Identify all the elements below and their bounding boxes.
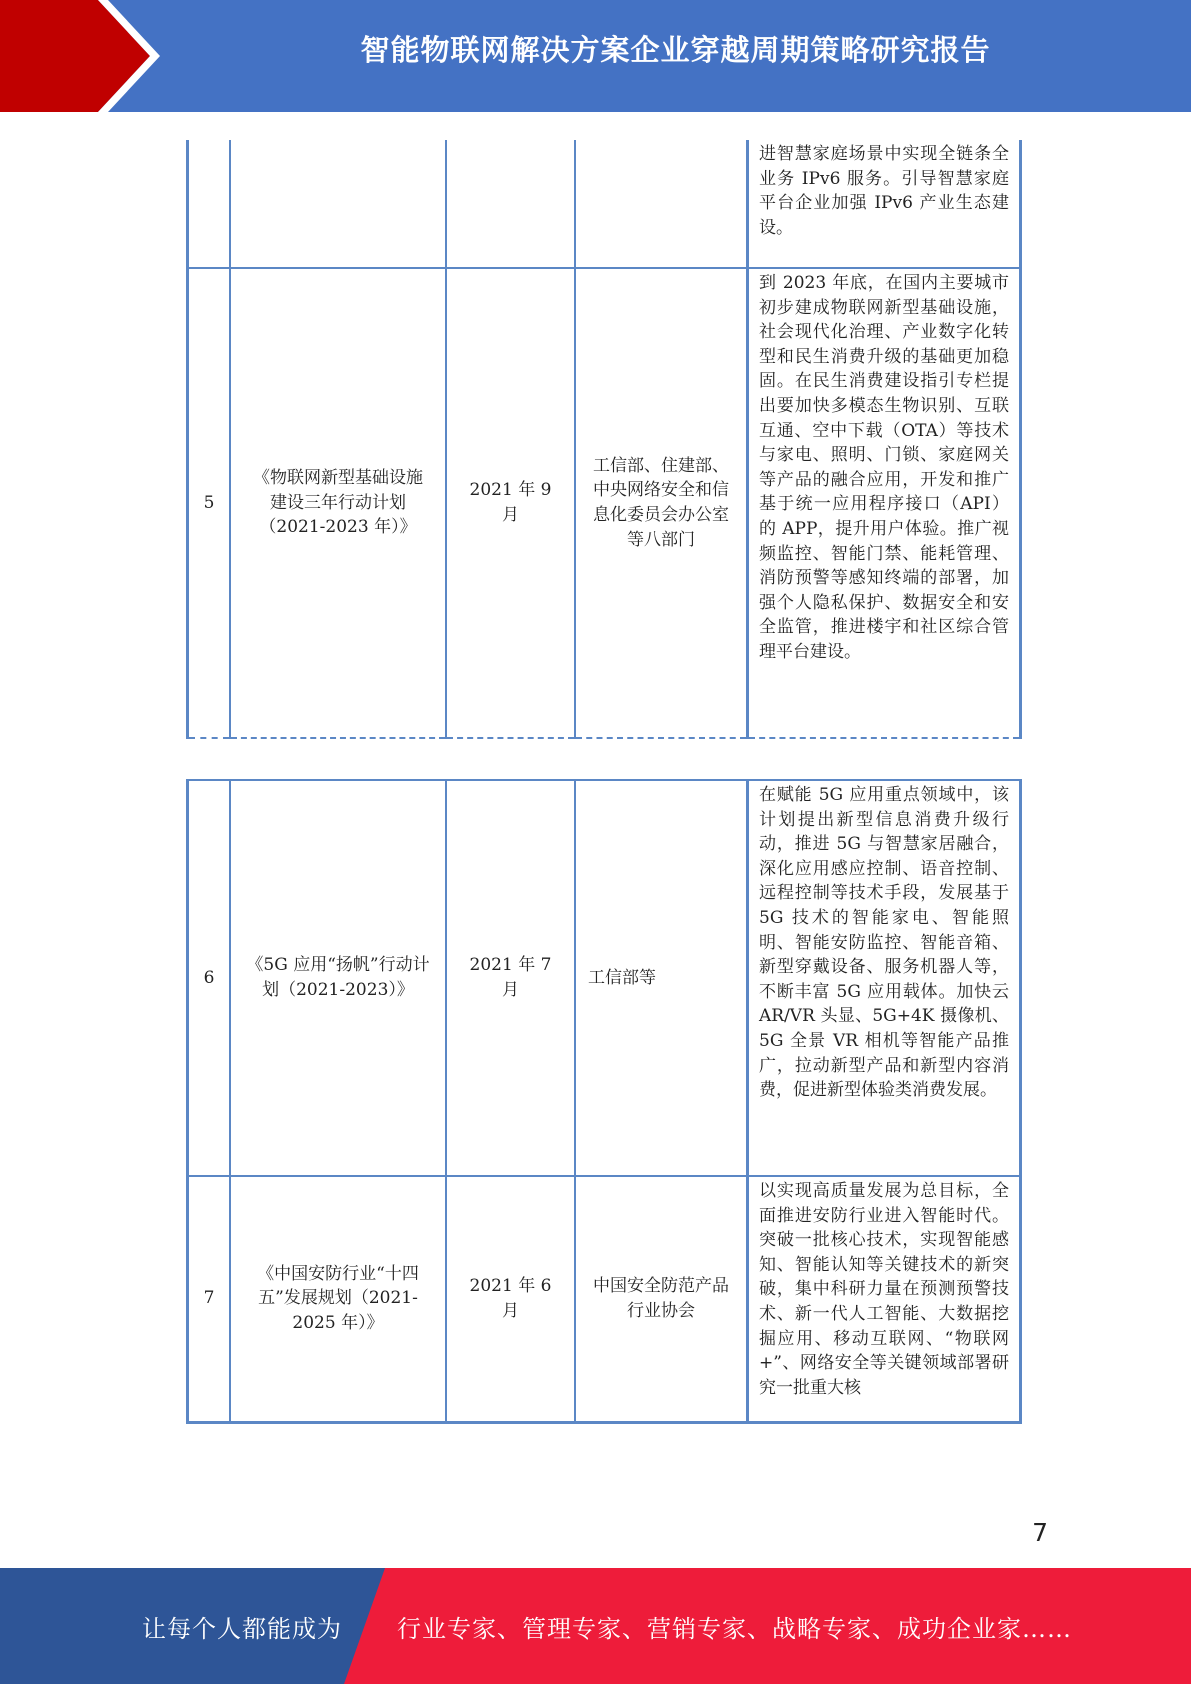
policy-content: 进智慧家庭场景中实现全链条全业务 IPv6 服务。引导智慧家庭平台企业加强 IPv6 产业生态建设。: [748, 140, 1021, 268]
policy-name: [230, 140, 446, 268]
row-number: 5: [188, 268, 231, 738]
footer-slogan-left: 让每个人都能成为: [142, 1615, 342, 1643]
table-row: [188, 1176, 1021, 1422]
issuing-department: 工信部、住建部、中央网络安全和信息化委员会办公室等八部门: [575, 268, 748, 738]
issuing-department: 工信部等: [575, 780, 748, 1176]
row-number: [188, 140, 231, 268]
policy-table-part-1: [186, 140, 1022, 739]
policy-name: 《物联网新型基础设施建设三年行动计划（2021-2023 年）》: [230, 268, 446, 738]
policy-content: 在赋能 5G 应用重点领域中，该计划提出新型信息消费升级行动，推进 5G 与智慧家居融合，深化应用感应控制、语音控制、远程控制等技术手段，发展基于 5G 技术的智能家电、智能照明、智能安防监控、智能音箱、新型穿戴设备、服务机器人等，不断丰富 5G 应用载体。加快云 AR/VR 头显、5G+4K 摄像机、5G 全景 VR 相机等智能产品推广，拉动新型产品和新型内容消费，促进新型体验类消费发展。: [748, 780, 1021, 1176]
policy-content: 以实现高质量发展为总目标，全面推进安防行业进入智能时代。突破一批核心技术，实现智能感知、智能认知等关键技术的新突破，集中科研力量在预测预警技术、新一代人工智能、大数据挖掘应用、移动互联网、“物联网+”、网络安全等关键领域部署研究一批重大核: [748, 1176, 1021, 1422]
footer-slogan-right: 行业专家、管理专家、营销专家、战略专家、成功企业家……: [397, 1615, 1072, 1643]
row-number: 6: [188, 780, 231, 1176]
report-title: 智能物联网解决方案企业穿越周期策略研究报告: [360, 33, 991, 67]
policy-content: 到 2023 年底，在国内主要城市初步建成物联网新型基础设施，社会现代化治理、产业数字化转型和民生消费升级的基础更加稳固。在民生消费建设指引专栏提出要加快多模态生物识别、互联互通、空中下载（OTA）等技术与家电、照明、门锁、家庭网关等产品的融合应用，开发和推广基于统一应用程序接口（API）的 APP，提升用户体验。推广视频监控、智能门禁、能耗管理、消防预警等感知终端的部署，加强个人隐私保护、数据安全和安全监管，推进楼宇和社区综合管理平台建设。: [748, 268, 1021, 738]
page-number: 7: [1032, 1518, 1048, 1547]
footer-banner: [0, 1568, 1191, 1684]
policy-table-part-2: [186, 779, 1022, 1424]
table-row: [188, 780, 1021, 1176]
red-chevron-icon: [0, 0, 160, 112]
issuing-department: [575, 140, 748, 268]
policy-name: 《5G 应用“扬帆”行动计划（2021-2023）》: [230, 780, 446, 1176]
row-number: 7: [188, 1176, 231, 1422]
table-row: [188, 140, 1021, 268]
header-banner: [0, 0, 1191, 112]
issuing-department: 中国安全防范产品行业协会: [575, 1176, 748, 1422]
issue-date: [446, 140, 575, 268]
issue-date: 2021 年 6 月: [446, 1176, 575, 1422]
issue-date: 2021 年 7 月: [446, 780, 575, 1176]
policy-name: 《中国安防行业“十四五”发展规划（2021-2025 年）》: [230, 1176, 446, 1422]
table-row: [188, 268, 1021, 738]
issue-date: 2021 年 9 月: [446, 268, 575, 738]
